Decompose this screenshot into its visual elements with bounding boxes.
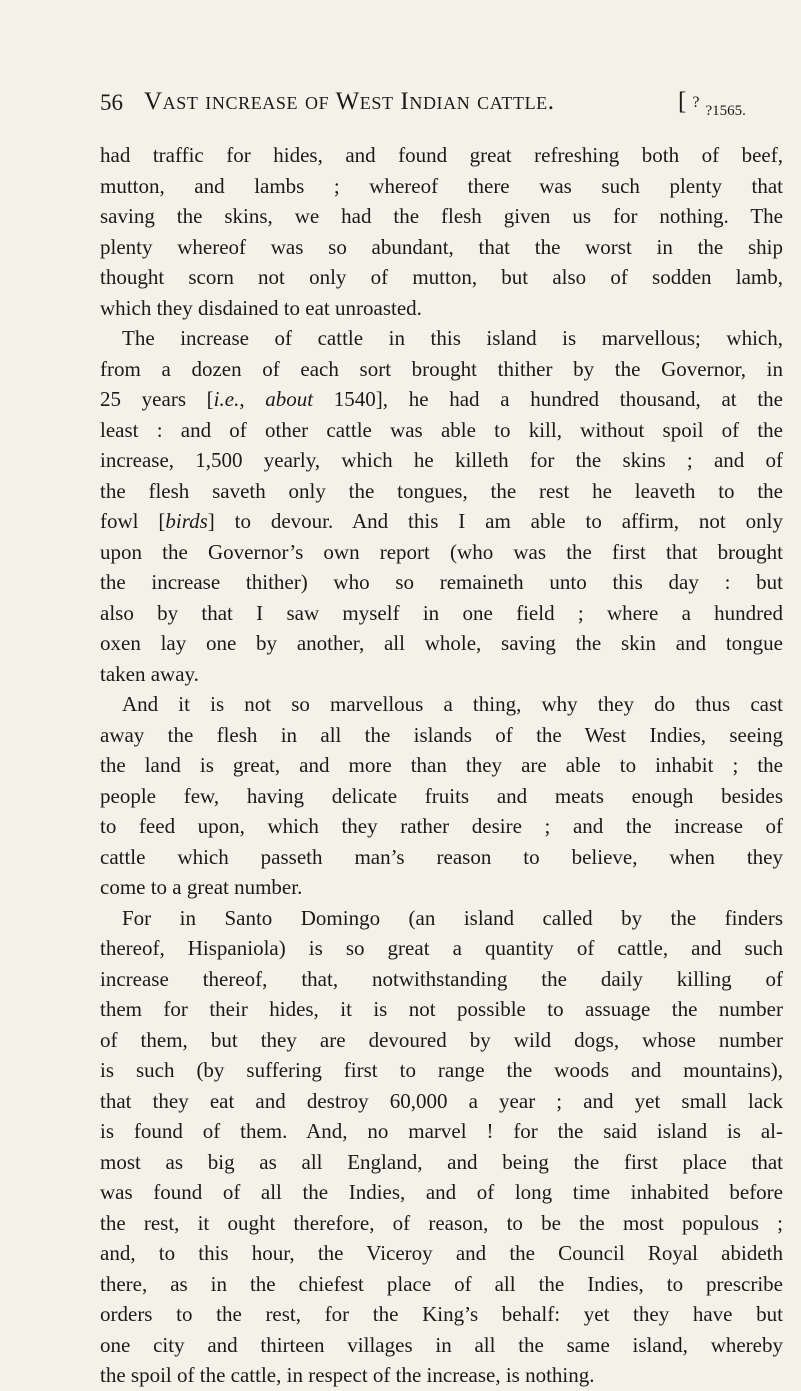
text-line: the increase thither) who so remaineth unto this day : but — [100, 570, 783, 594]
text-line: mutton, and lambs ; whereof there was such plenty that — [100, 173, 783, 198]
text-line: thereof, Hispaniola) is so great a quantity of cattle, and such — [100, 936, 783, 960]
text-line: the spoil of the cattle, in respect of the increase, is nothing. — [100, 1363, 595, 1387]
text-line: orders to the rest, for the King’s behalf: yet they have but — [100, 1302, 783, 1326]
text-line: and, to this hour, the Viceroy and the Council Royal abideth — [100, 1241, 783, 1265]
text-line: most as big as all England, and being the first place that — [100, 1149, 783, 1174]
text-line: increase thereof, that, notwithstanding the daily killing of — [100, 966, 783, 991]
text-line: taken away. — [100, 661, 199, 686]
text-line: come to a great number. — [100, 875, 303, 899]
text-line: which they disdained to eat unroasted. — [100, 295, 422, 320]
text-line: them for their hides, it is not possible to assuage the number — [100, 997, 783, 1021]
running-title: Vast increase of West Indian cattle. — [144, 88, 555, 115]
year-label — [705, 103, 745, 119]
body-text — [100, 140, 783, 1391]
bracket-left: [ — [678, 88, 687, 115]
text-line: was found of all the Indies, and of long time inhabited before — [100, 1180, 783, 1204]
text-line: fowl [birds] to devour. And this I am able to affirm, not only — [100, 509, 783, 533]
text-line: For in Santo Domingo (an island called by the finders — [122, 905, 783, 930]
text-line: is found of them. And, no marvel ! for the said island is al- — [100, 1119, 783, 1143]
text-line: of them, but they are devoured by wild dogs, whose number — [100, 1027, 783, 1052]
text-line: is such (by suffering first to range the woods and mountains), — [100, 1058, 783, 1082]
text-line: also by that I saw myself in one field ; where a hundred — [100, 600, 783, 625]
query-mark: ? — [692, 94, 700, 111]
text-line: thought scorn not only of mutton, but also of sodden lamb, — [100, 265, 783, 289]
date-bracket — [678, 88, 746, 120]
year-value: 1565. — [712, 103, 746, 119]
text-line: upon the Governor’s own report (who was the first that brought — [100, 539, 783, 564]
text-line: one city and thirteen villages in all the same island, whereby — [100, 1332, 783, 1357]
text-line: saving the skins, we had the flesh given us for nothing. The — [100, 204, 783, 228]
text-line: increase, 1,500 yearly, which he killeth for the skins ; and of — [100, 448, 783, 472]
text-line: there, as in the chiefest place of all the Indies, to prescribe — [100, 1271, 783, 1296]
page-number: 56 — [100, 90, 123, 115]
text-line: the flesh saveth only the tongues, the rest he leaveth to the — [100, 478, 783, 503]
page-header — [100, 88, 780, 124]
text-line: from a dozen of each sort brought thither by the Governor, in — [100, 356, 783, 381]
text-line: the rest, it ought therefore, of reason, to be the most populous ; — [100, 1210, 783, 1235]
year-query-mark: ? — [705, 103, 713, 119]
text-line: people few, having delicate fruits and meats enough besides — [100, 783, 783, 808]
text-line: 25 years [i.e., about 1540], he had a hundred thousand, at the — [100, 387, 783, 411]
text-line: least : and of other cattle was able to kill, without spoil of the — [100, 417, 783, 442]
text-line: to feed upon, which they rather desire ; and the increase of — [100, 814, 783, 838]
text-line: oxen lay one by another, all whole, saving the skin and tongue — [100, 631, 783, 655]
text-line: had traffic for hides, and found great refreshing both of beef, — [100, 143, 783, 167]
text-line: away the flesh in all the islands of the West Indies, seeing — [100, 722, 783, 747]
text-line: The increase of cattle in this island is marvellous; which, — [122, 326, 783, 350]
text-line: cattle which passeth man’s reason to believe, when they — [100, 844, 783, 869]
text-line: And it is not so marvellous a thing, why they do thus cast — [122, 692, 783, 716]
text-line: the land is great, and more than they are able to inhabit ; the — [100, 753, 783, 777]
text-line: plenty whereof was so abundant, that the worst in the ship — [100, 234, 783, 259]
text-line: that they eat and destroy 60,000 a year ; and yet small lack — [100, 1088, 783, 1113]
